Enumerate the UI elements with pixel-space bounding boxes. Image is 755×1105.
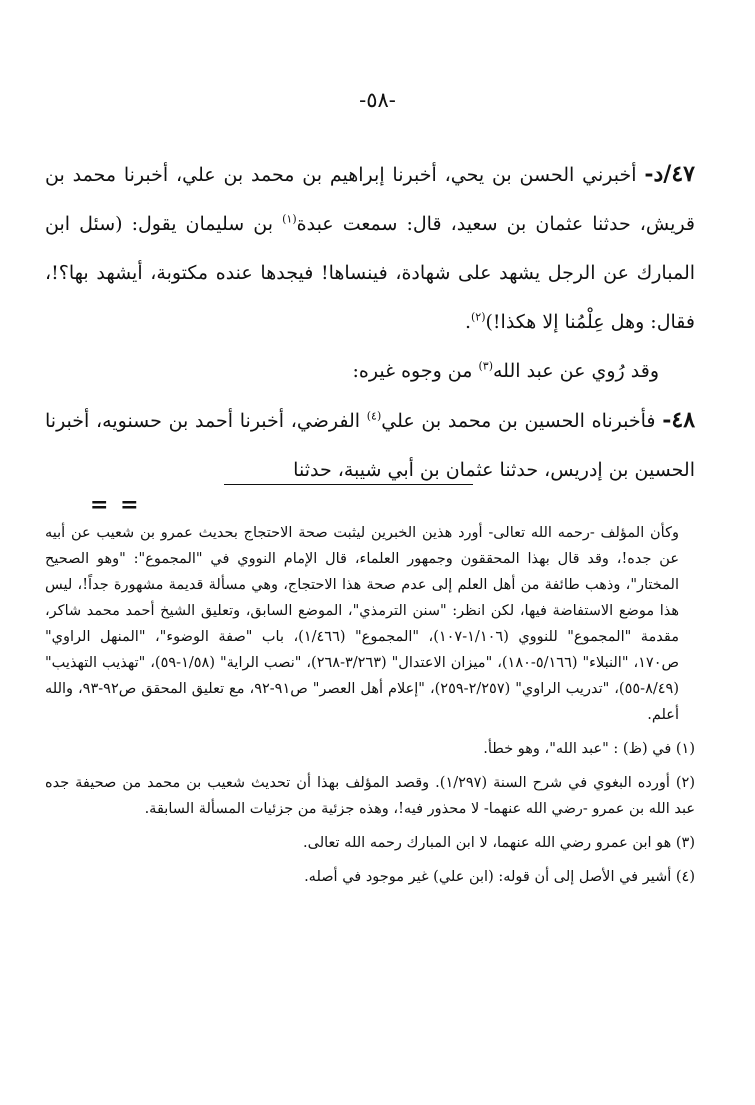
footnote-2 [45, 770, 695, 822]
text-line: فأخبرناه الحسين بن محمد بن علي [381, 410, 656, 432]
footnote-ref: (١) [282, 212, 297, 226]
footnote-line: (٢) أورده البغوي في شرح السنة (١/٢٩٧). وقصد المؤلف بهذا أن تحديث شعيب بن محمد من [122, 775, 696, 791]
text-line: أخبرنا محمد بن قريش، حدثنا عثمان بن سعيد، قال: سمعت عبدة [45, 164, 696, 235]
hadith-48 [45, 396, 695, 495]
text-line: الفرضي، أخبرنا أحمد بن [168, 410, 361, 432]
footnote-line: (١/٥٨-٥٩)، "تهذيب التهذيب" (٨/٤٩-٥٥)، "تدريب الراوي" (٢/٢٥٧-٢٥٩)، [45, 655, 679, 697]
footnote-1: (١) في (ظ) : "عبد الله"، وهو خطأ. [483, 741, 695, 757]
text-line: وقد رُوي عن عبد الله [493, 360, 659, 382]
text-line: بن [253, 213, 274, 235]
text-line: . [464, 311, 471, 333]
footnote-line: عمرو بن شعيب عن أبيه عن جده!، وقد قال بهذا المحققون وجمهور العلماء، قال الإمام [45, 525, 679, 567]
hadith-47 [45, 150, 695, 347]
hadith-number: ٤٧/د- [644, 161, 695, 187]
text-line: من وجوه غيره: [352, 360, 473, 382]
text-line: أخبرني الحسن بن يحي، أخبرنا إبراهيم بن محمد بن علي، [176, 164, 637, 186]
footnotes [45, 520, 695, 890]
footnote-line: صحيفة جده عبد الله بن عمرو -رضي الله عنهما- لا محذور فيه!، وهذه جزئية من جزئيات [45, 775, 695, 817]
text-line: فيجدها عنده مكتوبة، أيشهد بها؟!، فقال: وهل عِلْمُنا إلا هكذا!) [45, 262, 695, 333]
footnote-4: (٤) أشير في الأصل إلى أن قوله: (ابن علي) غير موجود في أصله. [304, 869, 695, 885]
footnote-line: للنووي (١/١٠٦-١٠٧)، "المجموع" (١/٤٦٦)، باب "صفة الوضوء"، "المنهل الراوي" [45, 629, 558, 645]
page-number: -٥٨- [359, 88, 396, 112]
footnote-line: ص١٧٠، "النبلاء" (٥/١٦٦-١٨٠)، "ميزان الاعتدال" (٣/٢٦٣-٢٦٨)، "نصب الراية" [219, 655, 680, 671]
footnote-line: النووي في "المجموع": "وهو الصحيح المختار"، وذهب طائفة من أهل العلم إلى عدم صحة [45, 551, 679, 593]
footnote-line: وكأن المؤلف -رحمه الله تعالى- أورد هذين الخبرين ليثبت صحة الاحتجاج بحديث [198, 525, 679, 541]
transition-line [45, 347, 695, 396]
footnote-3: (٣) هو ابن عمرو رضي الله عنهما، لا ابن المبارك رحمه الله تعالى. [303, 835, 695, 851]
footnote-line: المسألة السابقة. [144, 801, 246, 817]
footnote-line: انظر: "سنن الترمذي"، الموضع السابق، وتعليق الشيخ أحمد محمد شاكر، مقدمة "المجموع" [45, 603, 679, 645]
hadith-number: ٤٨- [662, 407, 696, 433]
main-text [45, 150, 695, 495]
footnote-ref: (٣) [478, 359, 493, 373]
footnote-ref: (٤) [366, 409, 382, 423]
footnote-line: "إعلام أهل العصر" ص٩١-٩٢، مع تعليق المحقق ص٩٢-٩٣، والله أعلم. [45, 681, 679, 723]
footnote-separator [224, 484, 473, 485]
text-line: سليمان يقول: (سئل ابن المبارك عن الرجل يشهد على شهادة، فينساها! [45, 213, 696, 284]
text-line: حسنويه، أخبرنا الحسين بن إدريس، حدثنا عثمان بن أبي شيبة، حدثنا [45, 410, 695, 481]
footnote-line: هذا الاحتجاج، وهي مسألة قديمة مشهورة جداً!، ليس هذا موضع الاستفاضة فيها، لكن [45, 577, 680, 619]
continuation-mark: = = [90, 492, 141, 518]
footnote-continued [45, 520, 695, 728]
footnote-ref: (٢) [470, 310, 486, 324]
